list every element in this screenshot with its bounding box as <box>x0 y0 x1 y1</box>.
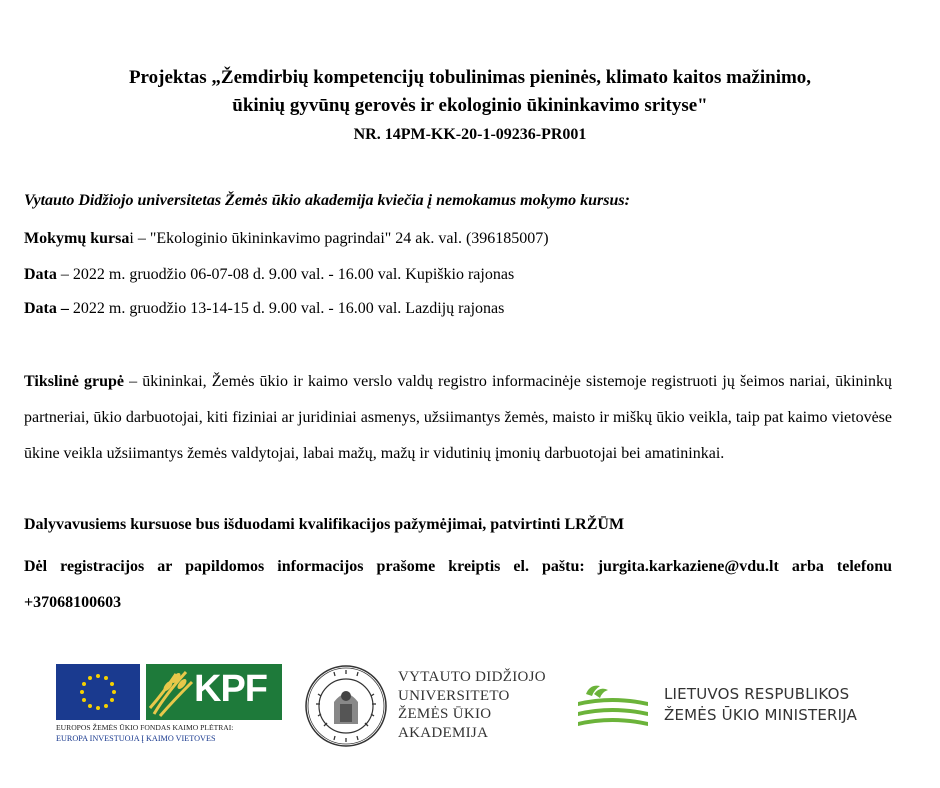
eu-flag-icon <box>56 664 140 720</box>
date1-label: Data <box>24 266 57 283</box>
vdu-seal-icon <box>304 664 388 748</box>
course-line <box>24 228 549 250</box>
date2-label: Data – <box>24 300 69 317</box>
target-group-label: Tikslinė grupė <box>24 373 124 390</box>
course-text: – "Ekologinio ūkininkavimo pagrindai" 24 ak. val. (396185007) <box>133 230 549 247</box>
date-line-2 <box>24 298 504 320</box>
target-group-text: – ūkininkai, Žemės ūkio ir kaimo verslo valdų registro informacinėje sistemoje registruoti jų šeimos nariai, ūkininkų partneriai, ūkio darbuotojai, kiti fiziniai ar juridiniai asmenys, užsiimantys žemės, maisto ir miškų ūkio veikla, taip pat kaimo vietovėse ūkine veikla užsiimantys žemės valdytojai, labai mažų, mažų ir vidutinių įmonių darbuotojai bei amatininkai. <box>24 373 892 462</box>
date2-text: 2022 m. gruodžio 13-14-15 d. 9.00 val. - 16.00 val. Lazdijų rajonas <box>68 300 505 317</box>
vdu-logo-text <box>398 668 546 742</box>
eu-caption-line1: EUROPOS ŽEMĖS ŪKIO FONDAS KAIMO PLĖTRAI: <box>56 723 234 732</box>
course-label-rest: i <box>129 230 134 247</box>
intro-text: Vytauto Didžiojo universitetas Žemės ūkio akademija kviečia į nemokamus mokymo kursus: <box>24 192 630 209</box>
vdu-line3: ŽEMĖS ŪKIO <box>398 706 492 722</box>
date1-text: – 2022 m. gruodžio 06-07-08 d. 9.00 val. - 16.00 val. Kupiškio rajonas <box>56 266 515 283</box>
certificate-notice: Dalyvavusiems kursuose bus išduodami kvalifikacijos pažymėjimai, patvirtinti LRŽŪM <box>24 516 625 533</box>
target-group-paragraph <box>24 364 892 472</box>
vdu-line2: UNIVERSITETO <box>398 687 510 704</box>
eu-kpf-logo <box>56 664 282 748</box>
vdu-line4: AKADEMIJA <box>398 724 489 741</box>
ministry-line2: ŽEMĖS ŪKIO MINISTERIJA <box>664 706 858 724</box>
date-line-1 <box>24 264 514 286</box>
course-label: Mokymų kursa <box>24 230 130 247</box>
project-number: NR. 14PM-KK-20-1-09236-PR001 <box>353 126 587 143</box>
vdu-line1: VYTAUTO DIDŽIOJO <box>398 669 546 685</box>
wheat-icon <box>146 664 196 720</box>
ministry-logo-text <box>664 684 857 726</box>
project-title-line1: Projektas „Žemdirbių kompetencijų tobulinimas pieninės, klimato kaitos mažinimo, <box>128 67 812 88</box>
project-title-line2: ūkinių gyvūnų gerovės ir ekologinio ūkininkavimo srityse" <box>232 95 708 116</box>
ministry-line1: LIETUVOS RESPUBLIKOS <box>664 685 850 703</box>
ministry-logo-icon <box>576 680 650 739</box>
contact-notice: Dėl registracijos ar papildomos informacijos prašome kreiptis el. paštu: jurgita.karkaziene@vdu.lt arba telefonu +37068100603 <box>24 558 892 611</box>
eu-caption-line2: EUROPA INVESTUOJA Į KAIMO VIETOVES <box>56 734 216 743</box>
kpf-logo-text: KPF <box>194 668 267 710</box>
